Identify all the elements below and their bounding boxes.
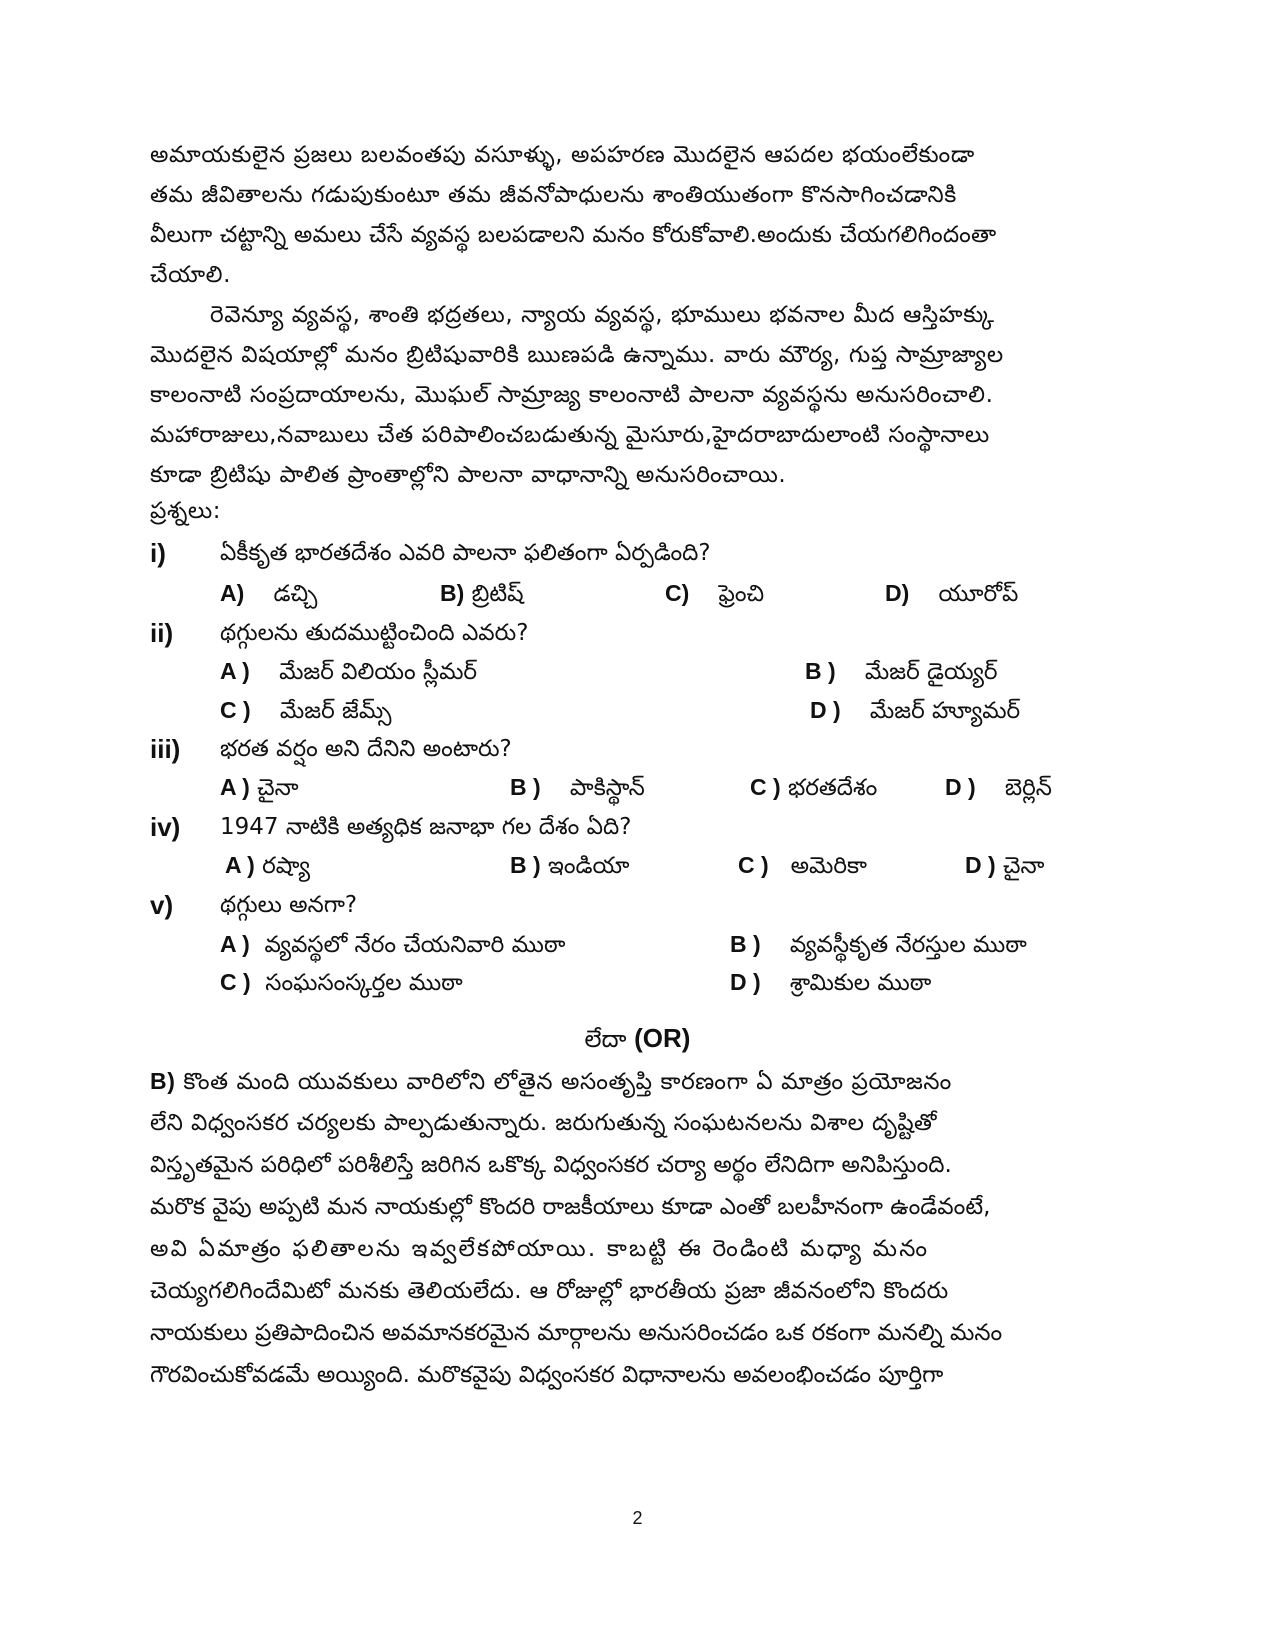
question-number: iii) (150, 734, 181, 764)
passage-b-line: అవి ఏమాత్రం ఫలితాలను ఇవ్వలేకపోయాయి. కాబట్టి ఈ రెండింటి మధ్యా మనం (150, 1236, 930, 1262)
option-b: B) బ్రిటిష్ (440, 580, 524, 607)
option-a: A) డచ్చి (220, 580, 318, 607)
passage-a-line: వీలుగా చట్టాన్ని అమలు చేసే వ్యవస్థ బలపడాలని మనం కోరుకోవాలి.అందుకు చేయగలిగిందంతా (150, 222, 997, 248)
passage-a-line: అమాయకులైన ప్రజలు బలవంతపు వసూళ్ళు, అపహరణ మొదలైన ఆపదల భయంలేకుండా (150, 142, 975, 168)
passage-a-line: రెవెన్యూ వ్యవస్థ, శాంతి భద్రతలు, న్యాయ వ్యవస్థ, భూములు భవనాల మీద ఆస్తిహక్కు (210, 302, 995, 328)
option-d: D ) బెర్లిన్ (945, 774, 1052, 801)
passage-a-line: మహారాజులు,నవాబులు చేత పరిపాలించబడుతున్న మైసూరు,హైదరాబాదులాంటి సంస్థానాలు (150, 422, 990, 448)
or-heading-telugu: లేదా (584, 1025, 627, 1053)
passage-a-line: కాలంనాటి సంప్రదాయాలను, మొఘల్ సామ్రాజ్య కాలంనాటి పాలనా వ్యవస్థను అనుసరించాలి. (150, 382, 994, 408)
passage-b-line: విస్తృతమైన పరిధిలో పరిశీలిస్తే జరిగిన ఒకొక్క విధ్వంసకర చర్యా అర్థం లేనిదిగా అనిపిస్తుంది. (150, 1152, 952, 1178)
option-a: A ) మేజర్ విలియం స్లీమర్ (220, 658, 478, 685)
option-a: A ) రష్యా (225, 852, 311, 879)
option-d: D ) చైనా (965, 852, 1045, 879)
passage-b-line: B) కొంత మంది యువకులు వారిలోని లోతైన అసంతృప్తి కారణంగా ఏ మాత్రం ప్రయోజనం (150, 1068, 952, 1095)
passage-b-label: B) (150, 1068, 176, 1094)
option-c: C ) మేజర్ జేమ్స్ (220, 697, 392, 724)
option-b: B ) మేజర్ డైయ్యర్ (805, 658, 998, 685)
option-b: B ) పాకిస్థాన్ (510, 774, 645, 801)
option-c: C ) భరతదేశం (750, 774, 878, 801)
question-text: ఏకీకృత భారతదేశం ఎవరి పాలనా ఫలితంగా ఏర్పడింది? (220, 540, 711, 566)
passage-a-line: మొదలైన విషయాల్లో మనం బ్రిటిషువారికి ఋణపడి ఉన్నాము. వారు మౌర్య, గుప్త సామ్రాజ్యాల (150, 342, 1004, 368)
passage-a-line: కూడా బ్రిటిషు పాలిత ప్రాంతాల్లోని పాలనా వాధానాన్ని అనుసరించాయి. (150, 462, 787, 488)
option-c: C ) అమెరికా (738, 852, 867, 879)
page-number: 2 (632, 1508, 643, 1528)
passage-b-line: నాయకులు ప్రతిపాదించిన అవమానకరమైన మార్గాలను అనుసరించడం ఒక రకంగా మనల్ని మనం (150, 1320, 1003, 1346)
question-number: ii) (150, 618, 174, 648)
question-text: భరత వర్షం అని దేనిని అంటారు? (220, 736, 512, 762)
passage-a-line: తమ జీవితాలను గడుపుకుంటూ తమ జీవనోపాధులను శాంతియుతంగా కొనసాగించడానికి (150, 182, 957, 208)
option-a: A ) వ్యవస్థలో నేరం చేయనివారి ముఠా (220, 931, 566, 958)
option-c: C) ఫ్రెంచి (665, 580, 765, 607)
passage-b-line: లేని విధ్వంసకర చర్యలకు పాల్పడుతున్నారు. జరుగుతున్న సంఘటనలను విశాల దృష్టితో (150, 1110, 937, 1136)
passage-b-line: గౌరవించుకోవడమే అయ్యింది. మరొకవైపు విధ్వంసకర విధానాలను అవలంభించడం పూర్తిగా (150, 1362, 944, 1388)
questions-label: ప్రశ్నలు: (150, 498, 222, 524)
or-heading-english: (OR) (634, 1023, 691, 1053)
passage-a-line: చేయాలి. (150, 262, 232, 288)
question-number: v) (150, 890, 174, 920)
passage-b-line: చెయ్యగలిగిందేమిటో మనకు తెలియలేదు. ఆ రోజుల్లో భారతీయ ప్రజా జీవనంలోని కొందరు (150, 1278, 949, 1304)
question-text: థగ్గులు అనగా? (220, 892, 358, 918)
question-number: iv) (150, 812, 181, 842)
option-d: D ) మేజర్ హ్యూమర్ (810, 697, 1021, 724)
option-d: D ) శ్రామికుల ముఠా (730, 969, 932, 996)
question-text: థగ్గులను తుదముట్టించింది ఎవరు? (220, 620, 529, 646)
question-text: 1947 నాటికి అత్యధిక జనాభా గల దేశం ఏది? (220, 814, 632, 840)
option-d: D) యూరోప్ (885, 580, 1019, 607)
or-heading (0, 1023, 1275, 1059)
option-b: B ) ఇండియా (510, 852, 630, 879)
option-c: C ) సంఘసంస్కర్తల ముఠా (220, 969, 463, 996)
option-b: B ) వ్యవస్థీకృత నేరస్తుల ముఠా (730, 931, 1027, 958)
option-a: A ) చైనా (220, 774, 299, 801)
question-number: i) (150, 538, 166, 568)
passage-b-line: మరొక వైపు అప్పటి మన నాయకుల్లో కొందరి రాజకీయాలు కూడా ఎంతో బలహీనంగా ఉండేవంటే, (150, 1194, 991, 1220)
